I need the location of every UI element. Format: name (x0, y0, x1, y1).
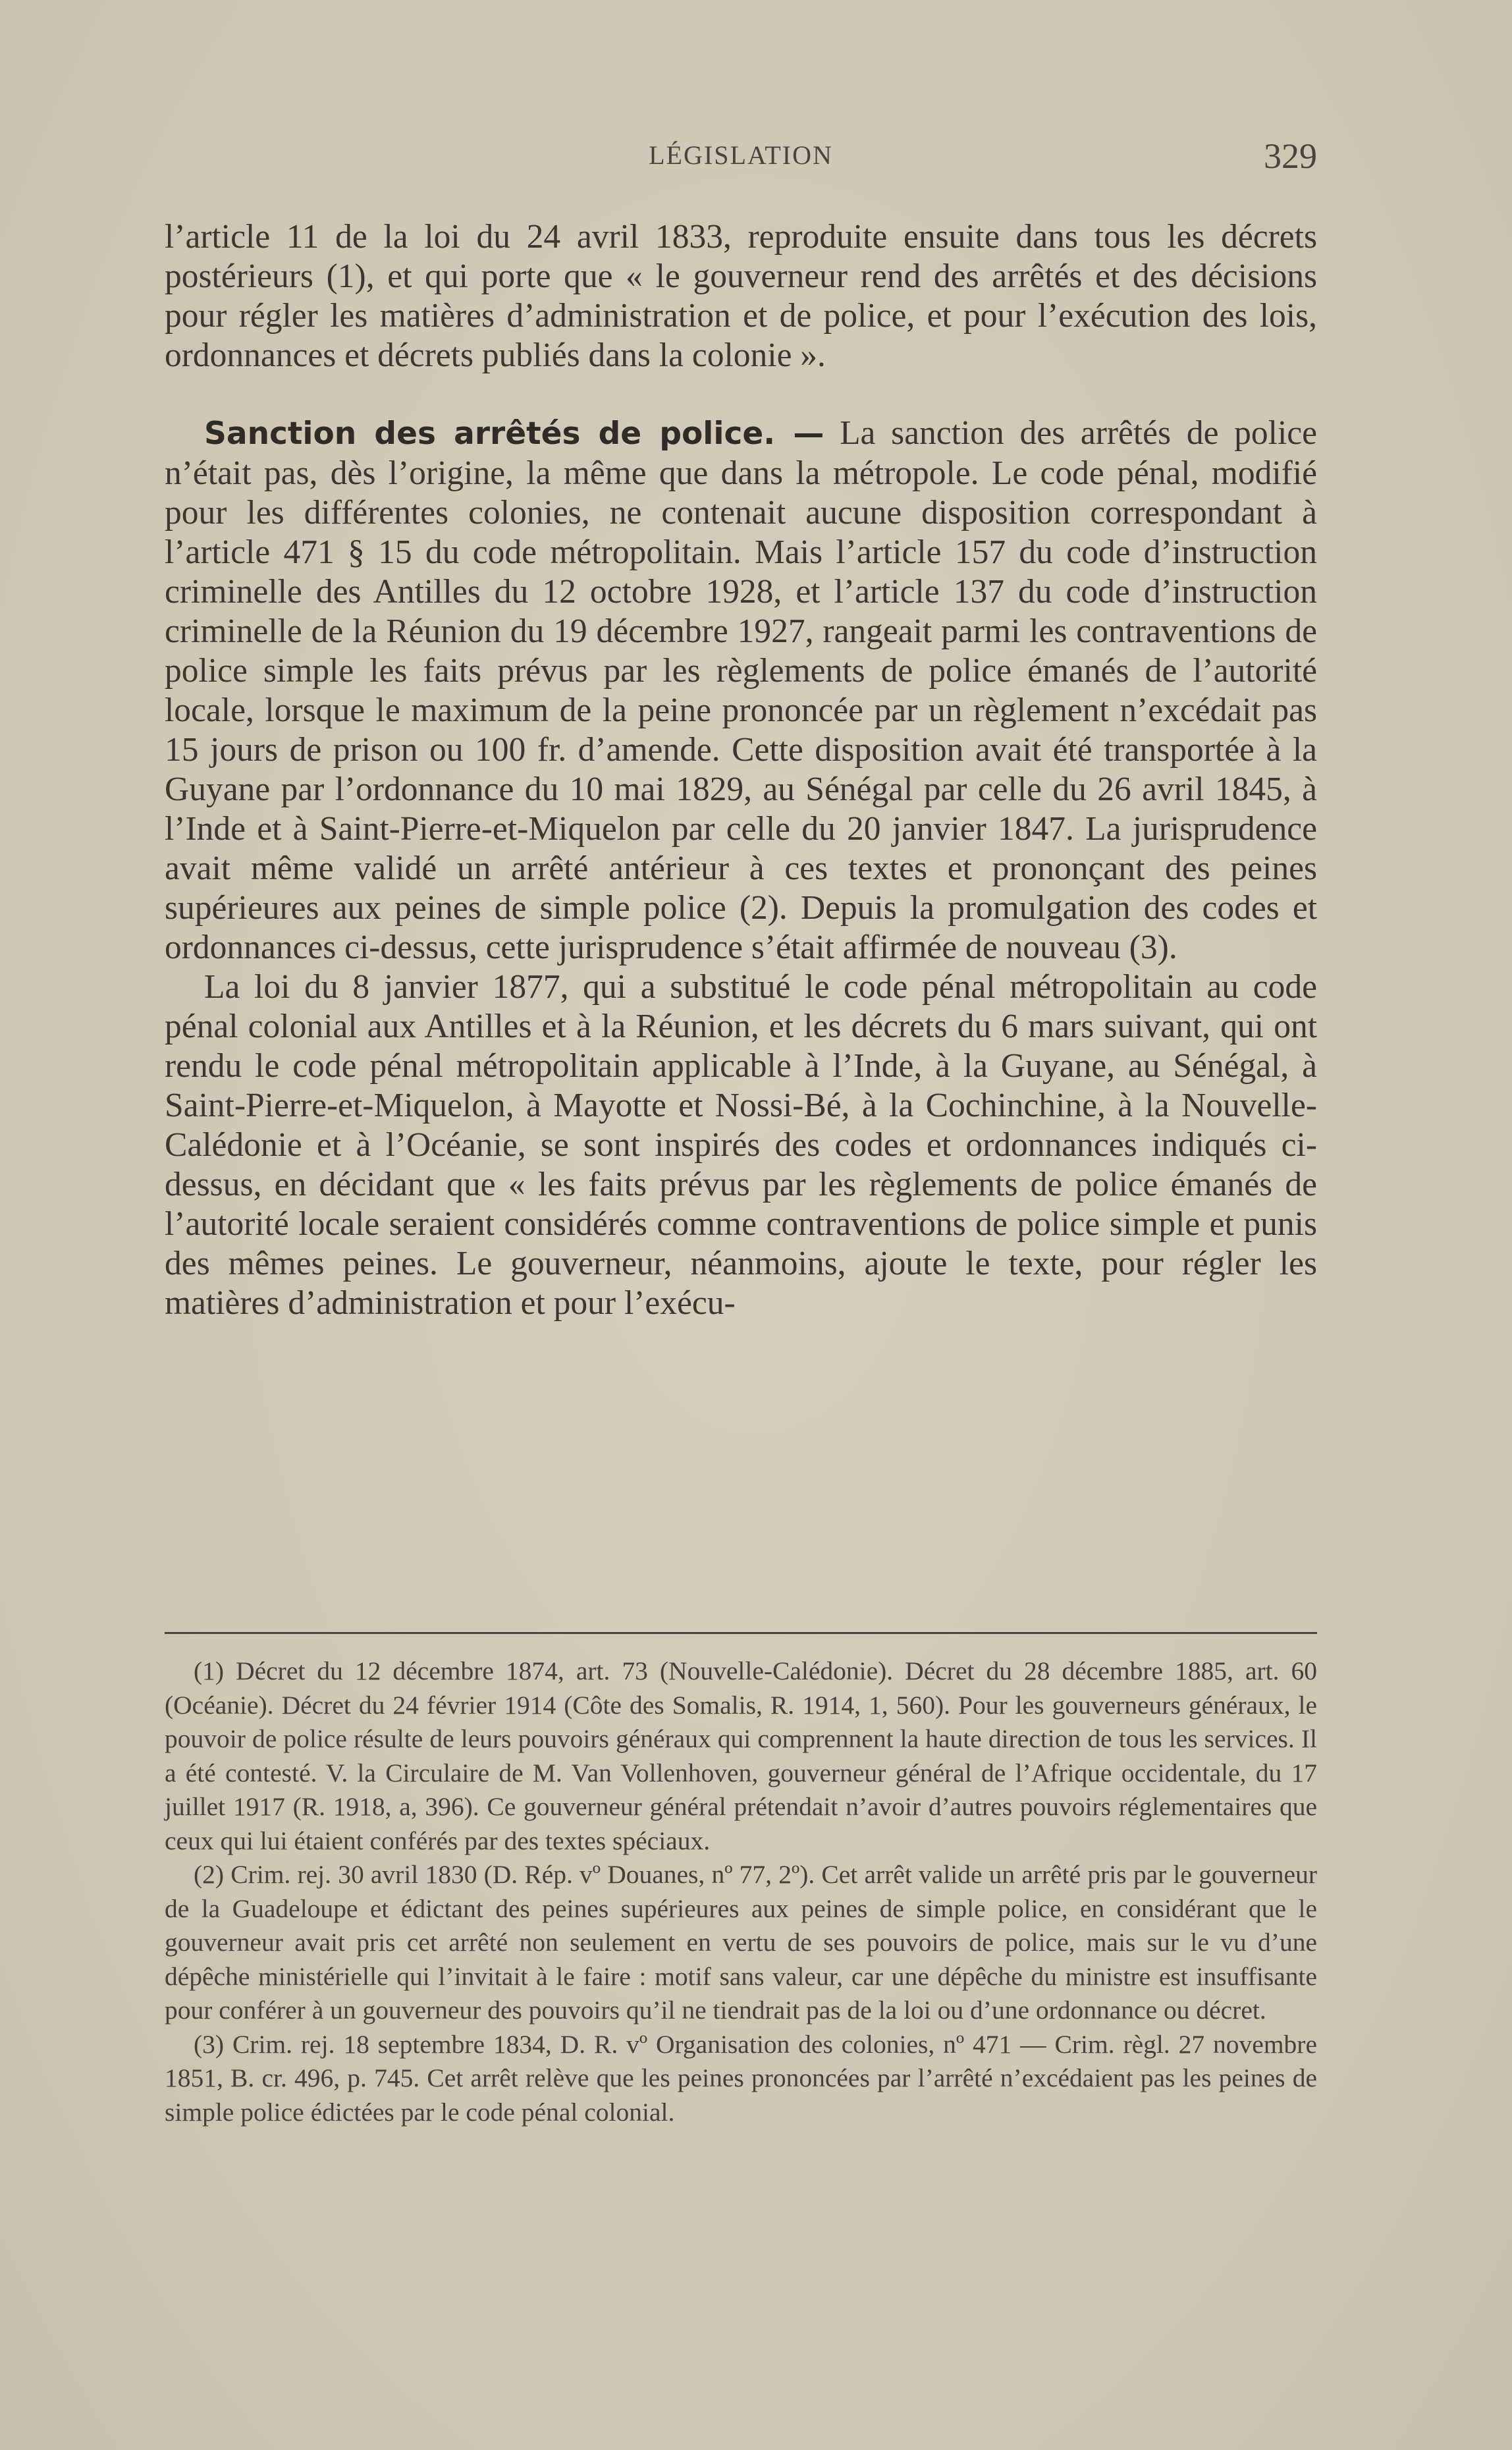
paragraph-continuation: l’article 11 de la loi du 24 avril 1833, reproduite ensuite dans tous les décrets postérieurs (1), et qui porte que « le gouverneur rend des arrêtés et des décisions pour régler les matières d’administration et de police, et pour l’exécution des lois, ordonnances et décrets publiés dans la colonie ». (165, 218, 1317, 374)
page-header (165, 136, 1317, 179)
section-heading: Sanction des arrêtés de police. — (204, 416, 824, 452)
paragraph-sanction (165, 414, 1317, 967)
paragraph-loi-1877: La loi du 8 janvier 1877, qui a substitué le code pénal métropolitain au code pénal colonial aux Antilles et à la Réunion, et les décrets du 6 mars suivant, qui ont rendu le code pénal métropolitain applicable à l’Inde, à la Guyane, au Sénégal, à Saint-Pierre-et-Miquelon, à Mayotte et Nossi-Bé, à la Cochinchine, à la Nouvelle-Calédonie et à l’Océanie, se sont inspirés des codes et ordonnances indiqués ci-dessus, en décidant que « les faits prévus par les règlements de police émanés de l’autorité locale seraient considérés comme contraventions de police simple et punis des mêmes peines. Le gouverneur, néanmoins, ajoute le texte, pour régler les matières d’administration et pour l’exécu- (165, 968, 1317, 1322)
footnote-divider (165, 1632, 1317, 1634)
running-title: LÉGISLATION (649, 140, 833, 170)
footnote-3: (3) Crim. rej. 18 septembre 1834, D. R. vº Organisation des colonies, nº 471 — Crim. règl. 27 novembre 1851, B. cr. 496, p. 745. Cet arrêt relève que les peines prononcées par l’arrêté n’excédaient pas les peines de simple police édictées par le code pénal colonial. (165, 2029, 1317, 2127)
paragraph-sanction-text: La sanction des arrêtés de police n’était pas, dès l’origine, la même que dans la métropole. Le code pénal, modifié pour les différentes colonies, ne contenait aucune disposition correspondant à l’article 471 § 15 du code métropolitain. Mais l’article 157 du code d’instruction criminelle des Antilles du 12 octobre 1928, et l’article 137 du code d’instruction criminelle de la Réunion du 19 décembre 1927, rangeait parmi les contraventions de police simple les faits prévus par les règlements de police émanés de l’autorité locale, lorsque le maximum de la peine prononcée par un règlement n’excédait pas 15 jours de prison ou 100 fr. d’amende. Cette disposition avait été transportée à la Guyane par l’ordonnance du 10 mai 1829, au Sénégal par celle du 26 avril 1845, à l’Inde et à Saint-Pierre-et-Miquelon par celle du 20 janvier 1847. La jurisprudence avait même validé un arrêté antérieur à ces textes et prononçant des peines supérieures aux peines de simple police (2). Depuis la promulgation des codes et ordonnances ci-dessus, cette jurisprudence s’était affirmée de nouveau (3). (165, 414, 1317, 966)
page-number: 329 (1264, 136, 1317, 176)
footnotes (165, 1654, 1317, 2129)
main-text (165, 217, 1317, 1323)
footnote-1: (1) Décret du 12 décembre 1874, art. 73 (Nouvelle-Calédonie). Décret du 28 décembre 1885, art. 60 (Océanie). Décret du 24 février 1914 (Côte des Somalis, R. 1914, 1, 560). Pour les gouverneurs généraux, le pouvoir de police résulte de leurs pouvoirs généraux qui comprennent la haute direction de tous les services. Il a été contesté. V. la Circulaire de M. Van Vollenhoven, gouverneur général de l’Afrique occidentale, du 17 juillet 1917 (R. 1918, a, 396). Ce gouverneur général prétendait n’avoir d’autres pouvoirs réglementaires que ceux qui lui étaient conférés par des textes spéciaux. (165, 1656, 1317, 1855)
footnote-2: (2) Crim. rej. 30 avril 1830 (D. Rép. vº Douanes, nº 77, 2º). Cet arrêt valide un arrêté pris par le gouverneur de la Guadeloupe et édictant des peines supérieures aux peines de simple police, en considérant que le gouverneur avait pris cet arrêté non seulement en vertu de ses pouvoirs de police, mais sur le vu d’une dépêche ministérielle qui l’invitait à le faire : motif sans valeur, car une dépêche du ministre est insuffisante pour conférer à un gouverneur des pouvoirs qu’il ne tiendrait pas de la loi ou d’une ordonnance ou décret. (165, 1860, 1317, 2025)
